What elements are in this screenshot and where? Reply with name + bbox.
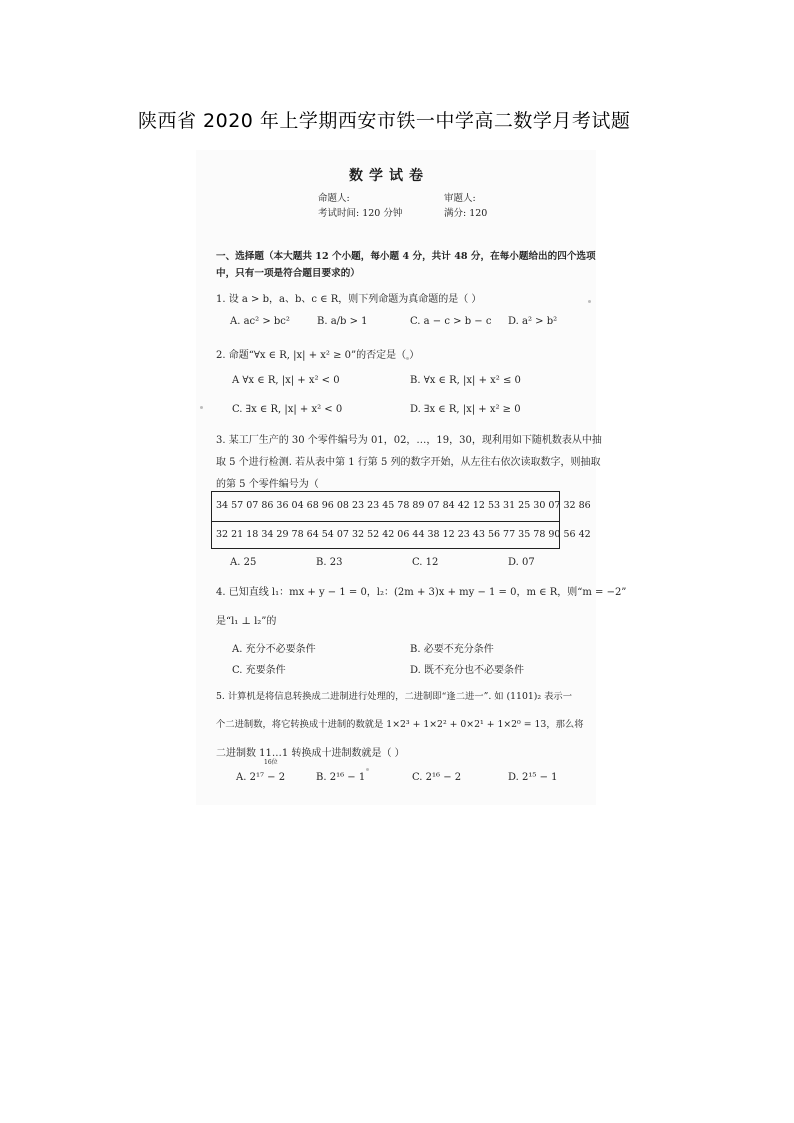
question-2-stem: 2. 命题“∀x ∈ R, |x| + x² ≥ 0”的否定是（ ） xyxy=(216,350,420,361)
question-4-option-c: C. 充要条件 xyxy=(232,665,286,676)
full-score: 满分: 120 xyxy=(444,208,488,219)
question-5-stem: 5. 计算机是将信息转换成二进制进行处理的，二进制即“逢二进一”. 如 (1101)₂ 表示一 xyxy=(216,691,572,702)
question-5-stem-line-3: 二进制数 11…1 转换成十进制数就是（ ） xyxy=(216,748,405,759)
question-3-option-a: A. 25 xyxy=(230,557,257,568)
random-number-row-1: 34 57 07 86 36 04 68 96 08 23 23 45 78 89 07 84 42 12 53 31 25 30 07 32 86 xyxy=(216,500,591,511)
question-1-option-b: B. a/b > 1 xyxy=(317,316,368,327)
question-4-option-b: B. 必要不充分条件 xyxy=(410,644,494,655)
question-3-option-d: D. 07 xyxy=(508,557,535,568)
reviewer-label: 审题人: xyxy=(444,193,476,204)
setter-label: 命题人: xyxy=(318,193,350,204)
question-4-option-a: A. 充分不必要条件 xyxy=(232,644,316,655)
question-1-option-a: A. ac² > bc² xyxy=(230,316,290,327)
question-5-option-b: B. 2¹⁶ − 1 xyxy=(316,772,366,783)
question-3-stem-line-3: 的第 5 个零件编号为（ xyxy=(216,479,319,490)
scan-speck xyxy=(588,300,591,303)
random-number-table-row xyxy=(212,521,591,550)
exam-time: 考试时间: 120 分钟 xyxy=(318,208,403,219)
exam-title: 数学试卷 xyxy=(349,168,429,184)
question-2-option-c: C. ∃x ∈ R, |x| + x² < 0 xyxy=(232,404,343,415)
question-5-stem-line-2: 个二进制数，将它转换成十进制的数就是 1×2³ + 1×2² + 0×2¹ + 1×2⁰ = 13，那么将 xyxy=(216,719,584,730)
question-1-option-c: C. a − c > b − c xyxy=(410,316,492,327)
random-number-table xyxy=(211,491,591,549)
question-5-option-d: D. 2¹⁵ − 1 xyxy=(508,772,558,783)
question-2-option-a: A ∀x ∈ R, |x| + x² < 0 xyxy=(232,375,340,386)
section-heading-continued: 中，只有一项是符合题目要求的） xyxy=(216,268,360,279)
question-4-stem: 4. 已知直线 l₁：mx + y − 1 = 0，l₂：(2m + 3)x + my − 1 = 0，m ∈ R，则“m = −2” xyxy=(216,587,627,598)
random-number-table-row xyxy=(212,492,591,522)
question-2-option-d: D. ∃x ∈ R, |x| + x² ≥ 0 xyxy=(410,404,521,415)
question-1-option-d: D. a² > b² xyxy=(508,316,558,327)
section-heading: 一、选择题（本大题共 12 个小题，每小题 4 分，共计 48 分，在每小题给出的四个选项 xyxy=(216,251,596,262)
question-3-stem: 3. 某工厂生产的 30 个零件编号为 01，02，…，19，30，现利用如下随机数表从中抽 xyxy=(216,435,602,446)
scan-speck xyxy=(200,406,203,409)
question-1-stem: 1. 设 a > b，a、b、c ∈ R，则下列命题为真命题的是（ ） xyxy=(216,294,482,305)
binary-digit-count-label: 16位 xyxy=(264,759,278,766)
question-2-option-b: B. ∀x ∈ R, |x| + x² ≤ 0 xyxy=(410,375,521,386)
question-5-option-a: A. 2¹⁷ − 2 xyxy=(236,772,286,783)
question-3-option-c: C. 12 xyxy=(412,557,439,568)
random-number-row-2: 32 21 18 34 29 78 64 54 07 32 52 42 06 44 38 12 23 43 56 77 35 78 90 56 42 xyxy=(216,529,591,540)
question-5-option-c: C. 2¹⁶ − 2 xyxy=(412,772,462,783)
question-3-stem-line-2: 取 5 个进行检测. 若从表中第 1 行第 5 列的数字开始，从左往右依次读取数字，则抽取 xyxy=(216,457,601,468)
scan-speck xyxy=(366,768,369,771)
question-3-option-b: B. 23 xyxy=(316,557,343,568)
question-4-stem-line-2: 是“l₁ ⊥ l₂”的 xyxy=(216,616,277,627)
document-title: 陕西省 2020 年上学期西安市铁一中学高二数学月考试题 xyxy=(138,110,631,132)
question-4-option-d: D. 既不充分也不必要条件 xyxy=(410,665,525,676)
